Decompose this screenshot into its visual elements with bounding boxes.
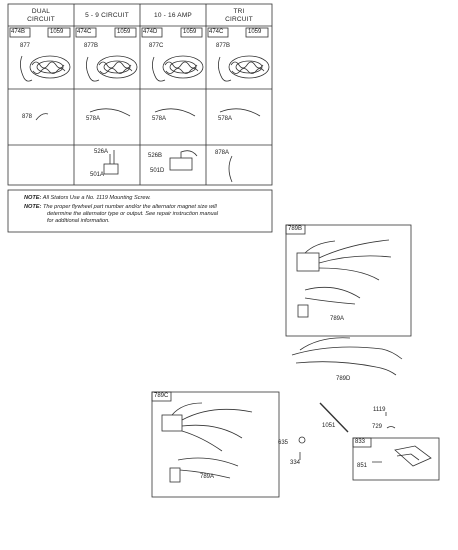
col-header-line: 5 - 9 CIRCUIT — [85, 12, 129, 19]
part-526b-label: 526B — [148, 153, 163, 159]
lead-578a-3 — [220, 109, 260, 116]
box-833-frame — [353, 438, 439, 480]
harness-789b-box-label: 789B — [288, 226, 303, 232]
stator-coil-tri — [218, 56, 269, 81]
part-878a-label: 878A — [215, 150, 230, 156]
screw-box-label: 1059 — [248, 29, 262, 35]
note-text: The proper flywheel part number and/or the alternator magnet size will — [42, 204, 217, 210]
lead-878a — [229, 156, 232, 182]
part-334-label: 334 — [290, 460, 301, 466]
part-1051-label: 1051 — [322, 423, 336, 429]
note-1 — [24, 195, 151, 202]
col-header-5-9 — [74, 12, 140, 20]
stator-coil-5-9 — [86, 56, 137, 81]
switch-851-art — [372, 446, 431, 466]
col-header-line: DUAL — [31, 8, 51, 15]
col-header-10-16 — [140, 12, 206, 20]
note-prefix: NOTE: — [24, 204, 42, 210]
part-635-label: 635 — [278, 440, 289, 446]
rectifier-501d — [170, 151, 197, 170]
stator-coil-10-16 — [152, 56, 203, 81]
col-header-line: CIRCUIT — [225, 16, 253, 23]
part-635 — [299, 437, 305, 443]
note-2-line2: determine the alternator type or output. See repair instruction manual — [47, 211, 219, 217]
harness-789b-part-label: 789A — [330, 316, 345, 322]
part-851-label: 851 — [357, 463, 368, 469]
part-box-label: 474C — [77, 29, 92, 35]
harness-789d-art — [292, 338, 402, 375]
harness-789c-box-label: 789C — [154, 393, 169, 399]
part-526a-label: 526A — [94, 149, 109, 155]
note-text: All Stators Use a No. 1119 Mounting Screw. — [42, 195, 151, 201]
col-header-line: CIRCUIT — [27, 16, 55, 23]
lead-label: 877B — [84, 43, 99, 49]
note-2 — [24, 204, 217, 211]
col-header-dual — [8, 8, 74, 24]
lead-578a-2 — [155, 109, 195, 116]
part-box-label: 474C — [209, 29, 224, 35]
harness-789c-part-label: 789A — [200, 474, 215, 480]
part-box-label: 474B — [11, 29, 26, 35]
part-729-label: 729 — [372, 424, 383, 430]
note-prefix: NOTE: — [24, 195, 42, 201]
lead-578a-1 — [90, 109, 130, 116]
row2-label: 578A — [218, 116, 233, 122]
part-1119-label: 1119 — [373, 407, 386, 413]
box-833-label: 833 — [355, 439, 366, 445]
part-box-label: 474D — [143, 29, 158, 35]
row2-label: 578A — [152, 116, 167, 122]
col-header-line: 10 - 16 AMP — [154, 12, 192, 19]
part-501d-label: 501D — [150, 168, 165, 174]
lead-label: 877C — [149, 43, 164, 49]
row2-label: 578A — [86, 116, 101, 122]
screw-box-label: 1059 — [50, 29, 64, 35]
harness-789d-label: 789D — [336, 376, 351, 382]
col-header-tri — [206, 8, 272, 24]
clip-729 — [387, 427, 395, 429]
row2-label: 878 — [22, 114, 33, 120]
screw-box-label: 1059 — [117, 29, 131, 35]
harness-789b-frame — [286, 225, 411, 336]
stator-coil-dual — [20, 56, 70, 81]
screw-box-label: 1059 — [183, 29, 197, 35]
lead-label: 877 — [20, 43, 31, 49]
lead-label: 877B — [216, 43, 231, 49]
harness-789b-art — [297, 240, 391, 317]
col-header-line: TRI — [233, 8, 245, 15]
harness-789c-frame — [152, 392, 279, 497]
note-2-line3: for additional information. — [47, 218, 110, 224]
part-501a-label: 501A — [90, 172, 105, 178]
harness-789c-art — [162, 403, 252, 482]
lead-878 — [36, 114, 48, 120]
